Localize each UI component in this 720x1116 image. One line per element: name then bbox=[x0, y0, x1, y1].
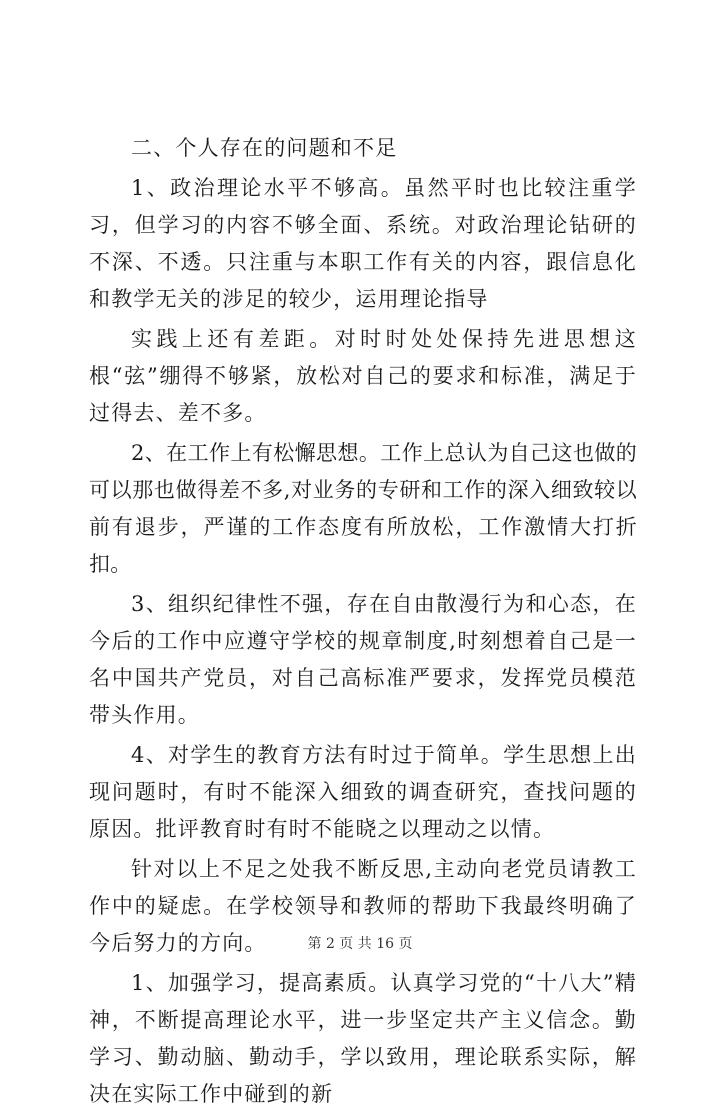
paragraph-2: 实践上还有差距。对时时处处保持先进思想这根“弦”绷得不够紧，放松对自己的要求和标准，满足于过得去、差不多。 bbox=[89, 327, 637, 425]
paragraph-7: 1、加强学习，提高素质。认真学习党的“十八大”精神，不断提高理论水平，进一步坚定共产主义信念。勤学习、勤动脑、勤动手，学以致用，理论联系实际，解决在实际工作中碰到的新 bbox=[89, 971, 637, 1106]
page-number-footer: 第 2 页 共 16 页 bbox=[307, 936, 413, 952]
paragraph-1: 1、政治理论水平不够高。虽然平时也比较注重学习，但学习的内容不够全面、系统。对政治理论钻研的不深、不透。只注重与本职工作有关的内容，跟信息化和教学无关的涉足的较少，运用理论指导 bbox=[89, 176, 637, 311]
section-heading: 二、个人存在的问题和不足 bbox=[131, 136, 398, 160]
paragraph-5: 4、对学生的教育方法有时过于简单。学生思想上出现问题时，有时不能深入细致的调查研究，查找问题的原因。批评教育时有时不能晓之以理动之以情。 bbox=[89, 743, 637, 841]
paragraph-3: 2、在工作上有松懈思想。工作上总认为自己这也做的可以那也做得差不多,对业务的专研和工作的深入细致较以前有退步，严谨的工作态度有所放松，工作激情大打折扣。 bbox=[89, 441, 637, 576]
document-body bbox=[89, 130, 637, 1116]
paragraph-6: 针对以上不足之处我不断反思,主动向老党员请教工作中的疑虑。在学校领导和教师的帮助下我最终明确了今后努力的方向。 bbox=[89, 857, 637, 955]
paragraph-4: 3、组织纪律性不强，存在自由散漫行为和心态，在今后的工作中应遵守学校的规章制度,时刻想着自己是一名中国共产党员，对自己高标准严要求，发挥党员模范带头作用。 bbox=[89, 592, 637, 727]
